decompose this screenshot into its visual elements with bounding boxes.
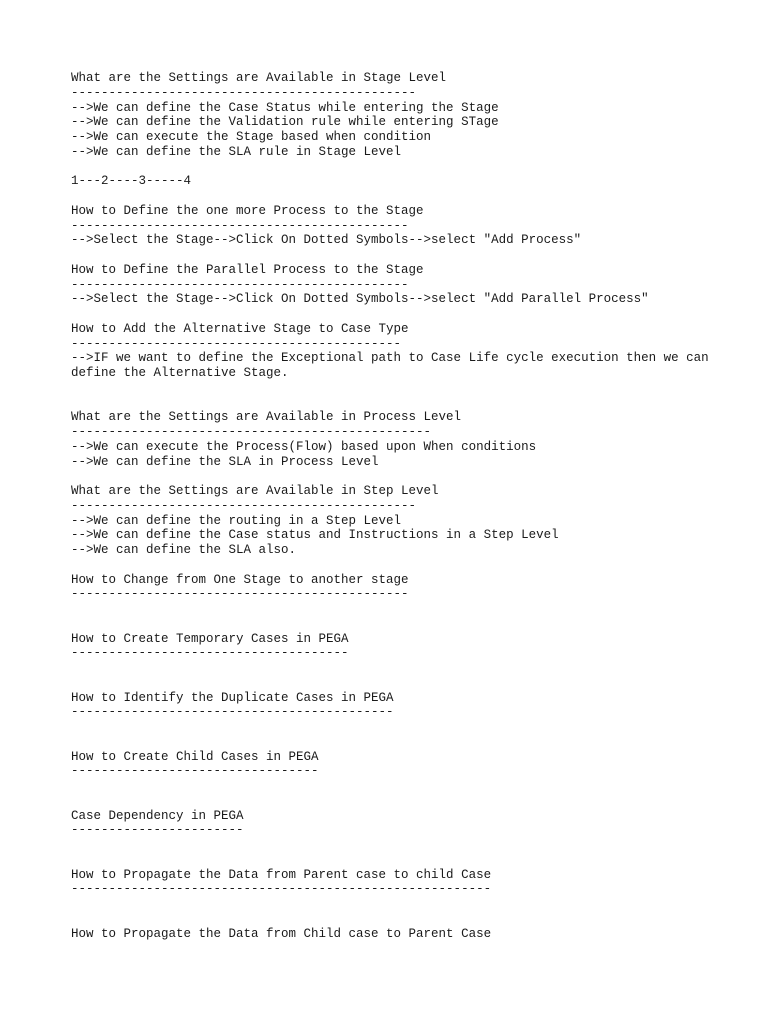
blank-line bbox=[71, 720, 731, 735]
section-heading: Case Dependency in PEGA bbox=[71, 808, 244, 823]
heading-underline: ------------------------------------------- bbox=[71, 705, 394, 720]
document-body bbox=[71, 71, 731, 941]
section-heading: How to Propagate the Data from Child case to Parent Case bbox=[71, 926, 492, 941]
bullet-line: -->We can define the Validation rule while entering STage bbox=[71, 115, 499, 130]
blank-line bbox=[71, 381, 731, 396]
section-heading: How to Add the Alternative Stage to Case Type bbox=[71, 321, 409, 336]
bullet-line: -->We can define the SLA rule in Stage Level bbox=[71, 144, 402, 159]
blank-line bbox=[71, 897, 731, 912]
section-heading: How to Change from One Stage to another stage bbox=[71, 572, 409, 587]
heading-underline: ------------------------------------------------ bbox=[71, 425, 432, 439]
section-heading: How to Propagate the Data from Parent case to child Case bbox=[71, 867, 492, 882]
blank-line bbox=[71, 558, 731, 573]
bullet-line: -->Select the Stage-->Click On Dotted Symbols-->select "Add Parallel Process" bbox=[71, 292, 649, 307]
section-heading: What are the Settings are Available in Process Level bbox=[71, 410, 462, 425]
bullet-line: -->We can define the SLA in Process Level bbox=[71, 454, 379, 469]
heading-underline: ---------------------------------------------- bbox=[71, 498, 417, 513]
blank-line bbox=[71, 307, 731, 322]
blank-line bbox=[71, 838, 731, 853]
blank-line bbox=[71, 469, 731, 484]
blank-line bbox=[71, 661, 731, 676]
blank-line bbox=[71, 602, 731, 617]
blank-line bbox=[71, 794, 731, 809]
heading-underline: ----------------------- bbox=[71, 823, 244, 838]
blank-line bbox=[71, 735, 731, 750]
blank-line bbox=[71, 617, 731, 632]
heading-underline: --------------------------------- bbox=[71, 764, 319, 779]
bullet-line: -->We can define the routing in a Step Level bbox=[71, 513, 402, 528]
bullet-line: -->We can define the Case status and Instructions in a Step Level bbox=[71, 528, 559, 543]
section-heading: How to Define the Parallel Process to the Stage bbox=[71, 262, 424, 277]
section-heading: How to Create Child Cases in PEGA bbox=[71, 749, 319, 764]
bullet-line: -->We can define the Case Status while entering the Stage bbox=[71, 100, 499, 115]
bullet-line: -->We can execute the Stage based when condition bbox=[71, 130, 432, 144]
blank-line bbox=[71, 912, 731, 927]
blank-line bbox=[71, 779, 731, 794]
blank-line bbox=[71, 396, 731, 411]
bullet-line: -->We can define the SLA also. bbox=[71, 543, 297, 557]
blank-line bbox=[71, 676, 731, 691]
section-heading: What are the Settings are Available in Stage Level bbox=[71, 71, 447, 85]
blank-line bbox=[71, 853, 731, 868]
heading-underline: --------------------------------------------- bbox=[71, 277, 409, 292]
heading-underline: -------------------------------------------------------- bbox=[71, 882, 492, 897]
heading-underline: ---------------------------------------------- bbox=[71, 85, 417, 100]
blank-line bbox=[71, 160, 731, 175]
bullet-line: -->IF we want to define the Exceptional path to Case Life cycle execution then we can define the Alternative Stage. bbox=[71, 351, 717, 380]
heading-underline: ------------------------------------- bbox=[71, 646, 349, 661]
bullet-line: -->Select the Stage-->Click On Dotted Symbols-->select "Add Process" bbox=[71, 233, 582, 248]
section-heading: How to Define the one more Process to the Stage bbox=[71, 203, 424, 218]
section-heading: How to Create Temporary Cases in PEGA bbox=[71, 631, 349, 646]
section-heading: How to Identify the Duplicate Cases in PEGA bbox=[71, 690, 394, 705]
bullet-line: -->We can execute the Process(Flow) based upon When conditions bbox=[71, 439, 537, 454]
heading-underline: --------------------------------------------- bbox=[71, 587, 409, 602]
heading-underline: -------------------------------------------- bbox=[71, 336, 402, 351]
blank-line bbox=[71, 189, 731, 204]
step-sequence: 1---2----3-----4 bbox=[71, 174, 192, 189]
blank-line bbox=[71, 248, 731, 263]
section-heading: What are the Settings are Available in Step Level bbox=[71, 484, 439, 498]
heading-underline: --------------------------------------------- bbox=[71, 218, 409, 233]
